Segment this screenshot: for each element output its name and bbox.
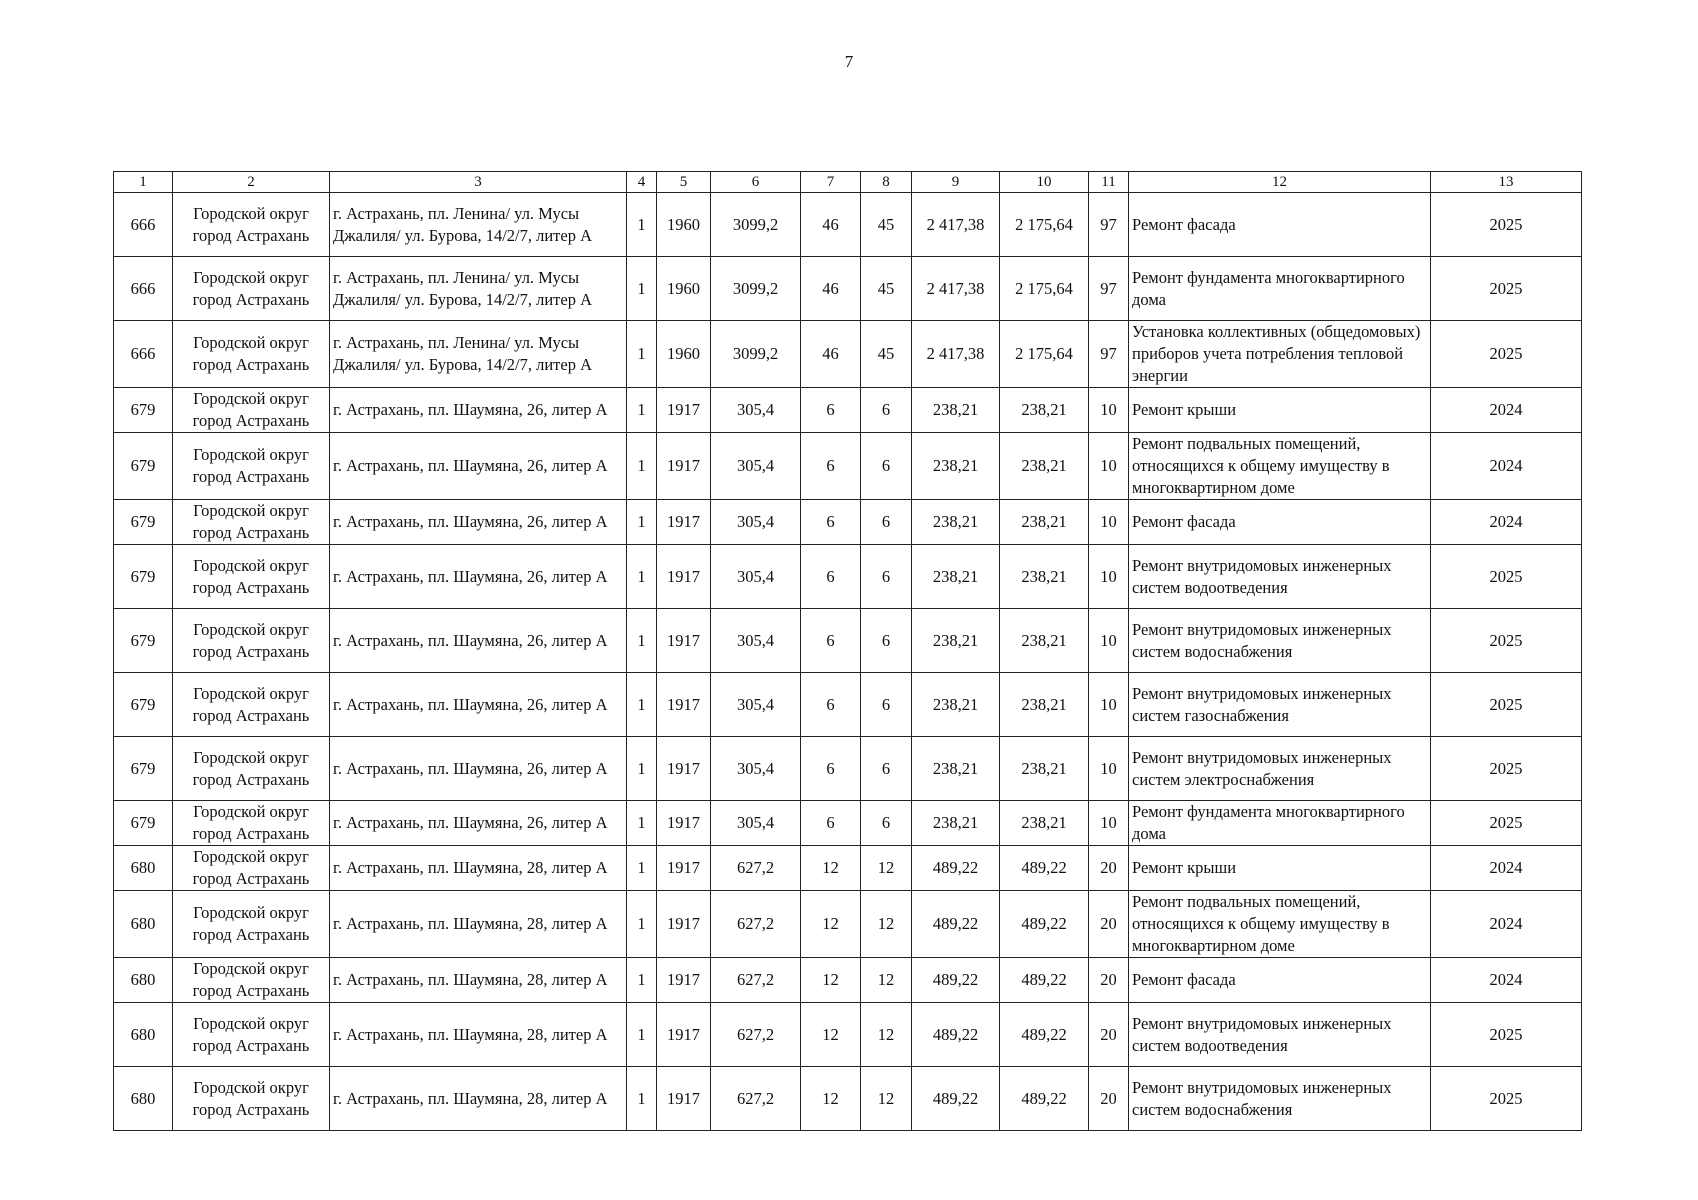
address-cell: г. Астрахань, пл. Шаумяна, 26, литер А [330,673,627,737]
col-9-value-cell: 489,22 [912,891,1000,958]
work-type-cell: Ремонт подвальных помещений, относящихся к общему имуществу в многоквартирном доме [1129,891,1431,958]
row-number-cell: 680 [114,1067,173,1131]
column-header-8: 8 [861,172,912,193]
col-11-value-cell: 20 [1089,958,1129,1003]
col-7-value-cell: 12 [801,1067,861,1131]
table-row [114,193,1582,257]
quantity-cell: 1 [627,801,657,846]
capital-repair-table [113,171,1582,1131]
col-9-value-cell: 238,21 [912,433,1000,500]
col-10-value-cell: 238,21 [1000,388,1089,433]
column-header-1: 1 [114,172,173,193]
col-8-value-cell: 6 [861,673,912,737]
col-8-value-cell: 45 [861,321,912,388]
col-8-value-cell: 6 [861,500,912,545]
table-row [114,1067,1582,1131]
column-header-2: 2 [173,172,330,193]
col-9-value-cell: 2 417,38 [912,193,1000,257]
col-7-value-cell: 46 [801,193,861,257]
address-cell: г. Астрахань, пл. Шаумяна, 28, литер А [330,891,627,958]
col-8-value-cell: 12 [861,1067,912,1131]
col-11-value-cell: 97 [1089,193,1129,257]
work-type-cell: Ремонт подвальных помещений, относящихся к общему имуществу в многоквартирном доме [1129,433,1431,500]
col-9-value-cell: 238,21 [912,388,1000,433]
col-10-value-cell: 238,21 [1000,737,1089,801]
year-built-cell: 1960 [657,321,711,388]
row-number-cell: 679 [114,801,173,846]
col-10-value-cell: 238,21 [1000,801,1089,846]
municipality-cell: Городской округ город Астрахань [173,958,330,1003]
work-type-cell: Ремонт внутридомовых инженерных систем водоснабжения [1129,609,1431,673]
col-7-value-cell: 46 [801,321,861,388]
total-area-cell: 627,2 [711,958,801,1003]
address-cell: г. Астрахань, пл. Шаумяна, 28, литер А [330,958,627,1003]
planned-year-cell: 2025 [1431,737,1582,801]
total-area-cell: 305,4 [711,737,801,801]
row-number-cell: 679 [114,500,173,545]
address-cell: г. Астрахань, пл. Ленина/ ул. Мусы Джалиля/ ул. Бурова, 14/2/7, литер А [330,193,627,257]
municipality-cell: Городской округ город Астрахань [173,801,330,846]
address-cell: г. Астрахань, пл. Шаумяна, 26, литер А [330,737,627,801]
municipality-cell: Городской округ город Астрахань [173,500,330,545]
quantity-cell: 1 [627,846,657,891]
col-9-value-cell: 489,22 [912,1003,1000,1067]
year-built-cell: 1917 [657,801,711,846]
column-header-11: 11 [1089,172,1129,193]
row-number-cell: 679 [114,609,173,673]
planned-year-cell: 2025 [1431,321,1582,388]
municipality-cell: Городской округ город Астрахань [173,257,330,321]
year-built-cell: 1917 [657,388,711,433]
table-row [114,321,1582,388]
column-header-13: 13 [1431,172,1582,193]
col-9-value-cell: 489,22 [912,1067,1000,1131]
row-number-cell: 666 [114,193,173,257]
col-11-value-cell: 10 [1089,433,1129,500]
col-8-value-cell: 12 [861,1003,912,1067]
work-type-cell: Ремонт крыши [1129,846,1431,891]
planned-year-cell: 2024 [1431,846,1582,891]
col-8-value-cell: 6 [861,545,912,609]
row-number-cell: 680 [114,958,173,1003]
col-7-value-cell: 12 [801,891,861,958]
quantity-cell: 1 [627,958,657,1003]
col-11-value-cell: 10 [1089,500,1129,545]
column-header-9: 9 [912,172,1000,193]
work-type-cell: Ремонт фундамента многоквартирного дома [1129,801,1431,846]
col-7-value-cell: 6 [801,500,861,545]
col-9-value-cell: 238,21 [912,737,1000,801]
total-area-cell: 305,4 [711,545,801,609]
planned-year-cell: 2025 [1431,609,1582,673]
total-area-cell: 305,4 [711,388,801,433]
table-row [114,500,1582,545]
column-header-5: 5 [657,172,711,193]
col-10-value-cell: 489,22 [1000,891,1089,958]
year-built-cell: 1917 [657,891,711,958]
column-header-10: 10 [1000,172,1089,193]
work-type-cell: Ремонт внутридомовых инженерных систем газоснабжения [1129,673,1431,737]
col-7-value-cell: 12 [801,958,861,1003]
address-cell: г. Астрахань, пл. Шаумяна, 26, литер А [330,433,627,500]
total-area-cell: 627,2 [711,891,801,958]
col-11-value-cell: 20 [1089,1003,1129,1067]
column-header-4: 4 [627,172,657,193]
page-number: 7 [844,52,854,71]
quantity-cell: 1 [627,545,657,609]
work-type-cell: Ремонт внутридомовых инженерных систем водоотведения [1129,545,1431,609]
municipality-cell: Городской округ город Астрахань [173,609,330,673]
column-number-header [114,172,1582,193]
municipality-cell: Городской округ город Астрахань [173,846,330,891]
row-number-cell: 666 [114,321,173,388]
col-8-value-cell: 6 [861,737,912,801]
col-11-value-cell: 97 [1089,257,1129,321]
column-header-7: 7 [801,172,861,193]
col-7-value-cell: 12 [801,846,861,891]
municipality-cell: Городской округ город Астрахань [173,388,330,433]
year-built-cell: 1917 [657,846,711,891]
table-row [114,891,1582,958]
col-10-value-cell: 2 175,64 [1000,321,1089,388]
year-built-cell: 1917 [657,673,711,737]
col-8-value-cell: 6 [861,801,912,846]
quantity-cell: 1 [627,673,657,737]
quantity-cell: 1 [627,500,657,545]
col-8-value-cell: 12 [861,958,912,1003]
work-type-cell: Ремонт крыши [1129,388,1431,433]
year-built-cell: 1960 [657,193,711,257]
row-number-cell: 679 [114,737,173,801]
municipality-cell: Городской округ город Астрахань [173,193,330,257]
col-11-value-cell: 20 [1089,846,1129,891]
col-7-value-cell: 6 [801,388,861,433]
col-7-value-cell: 6 [801,737,861,801]
address-cell: г. Астрахань, пл. Шаумяна, 26, литер А [330,500,627,545]
table-row [114,846,1582,891]
table-row [114,1003,1582,1067]
col-7-value-cell: 6 [801,433,861,500]
col-8-value-cell: 12 [861,891,912,958]
planned-year-cell: 2025 [1431,193,1582,257]
col-10-value-cell: 238,21 [1000,500,1089,545]
work-type-cell: Ремонт фасада [1129,500,1431,545]
planned-year-cell: 2025 [1431,1067,1582,1131]
municipality-cell: Городской округ город Астрахань [173,433,330,500]
row-number-cell: 680 [114,846,173,891]
col-10-value-cell: 2 175,64 [1000,193,1089,257]
col-11-value-cell: 10 [1089,545,1129,609]
quantity-cell: 1 [627,1067,657,1131]
col-7-value-cell: 46 [801,257,861,321]
col-11-value-cell: 10 [1089,673,1129,737]
municipality-cell: Городской округ город Астрахань [173,891,330,958]
planned-year-cell: 2024 [1431,500,1582,545]
col-10-value-cell: 238,21 [1000,673,1089,737]
quantity-cell: 1 [627,193,657,257]
col-10-value-cell: 238,21 [1000,433,1089,500]
municipality-cell: Городской округ город Астрахань [173,545,330,609]
table-row [114,801,1582,846]
table-row [114,257,1582,321]
col-9-value-cell: 489,22 [912,958,1000,1003]
col-11-value-cell: 10 [1089,609,1129,673]
planned-year-cell: 2025 [1431,673,1582,737]
col-7-value-cell: 6 [801,673,861,737]
year-built-cell: 1917 [657,958,711,1003]
col-10-value-cell: 2 175,64 [1000,257,1089,321]
planned-year-cell: 2024 [1431,388,1582,433]
col-8-value-cell: 45 [861,257,912,321]
col-11-value-cell: 20 [1089,891,1129,958]
col-9-value-cell: 489,22 [912,846,1000,891]
year-built-cell: 1917 [657,1067,711,1131]
quantity-cell: 1 [627,1003,657,1067]
table-row [114,609,1582,673]
address-cell: г. Астрахань, пл. Ленина/ ул. Мусы Джалиля/ ул. Бурова, 14/2/7, литер А [330,257,627,321]
table-body [114,193,1582,1131]
col-7-value-cell: 12 [801,1003,861,1067]
year-built-cell: 1917 [657,737,711,801]
year-built-cell: 1917 [657,609,711,673]
address-cell: г. Астрахань, пл. Шаумяна, 26, литер А [330,388,627,433]
total-area-cell: 3099,2 [711,321,801,388]
quantity-cell: 1 [627,609,657,673]
col-7-value-cell: 6 [801,545,861,609]
municipality-cell: Городской округ город Астрахань [173,1003,330,1067]
planned-year-cell: 2024 [1431,958,1582,1003]
planned-year-cell: 2025 [1431,257,1582,321]
address-cell: г. Астрахань, пл. Шаумяна, 26, литер А [330,545,627,609]
col-9-value-cell: 2 417,38 [912,321,1000,388]
year-built-cell: 1917 [657,545,711,609]
planned-year-cell: 2025 [1431,801,1582,846]
total-area-cell: 3099,2 [711,193,801,257]
col-10-value-cell: 238,21 [1000,609,1089,673]
total-area-cell: 305,4 [711,500,801,545]
table-row [114,958,1582,1003]
total-area-cell: 627,2 [711,1003,801,1067]
row-number-cell: 679 [114,545,173,609]
municipality-cell: Городской округ город Астрахань [173,737,330,801]
municipality-cell: Городской округ город Астрахань [173,1067,330,1131]
col-7-value-cell: 6 [801,609,861,673]
municipality-cell: Городской округ город Астрахань [173,673,330,737]
row-number-cell: 679 [114,673,173,737]
col-10-value-cell: 238,21 [1000,545,1089,609]
planned-year-cell: 2024 [1431,891,1582,958]
work-type-cell: Ремонт фасада [1129,958,1431,1003]
year-built-cell: 1917 [657,1003,711,1067]
col-10-value-cell: 489,22 [1000,1067,1089,1131]
table-row [114,388,1582,433]
col-11-value-cell: 97 [1089,321,1129,388]
total-area-cell: 305,4 [711,801,801,846]
total-area-cell: 627,2 [711,1067,801,1131]
row-number-cell: 666 [114,257,173,321]
work-type-cell: Ремонт внутридомовых инженерных систем водоснабжения [1129,1067,1431,1131]
col-11-value-cell: 10 [1089,801,1129,846]
work-type-cell: Ремонт фасада [1129,193,1431,257]
address-cell: г. Астрахань, пл. Шаумяна, 28, литер А [330,846,627,891]
year-built-cell: 1960 [657,257,711,321]
planned-year-cell: 2025 [1431,545,1582,609]
table-row [114,433,1582,500]
col-10-value-cell: 489,22 [1000,846,1089,891]
row-number-cell: 679 [114,433,173,500]
col-9-value-cell: 238,21 [912,673,1000,737]
address-cell: г. Астрахань, пл. Шаумяна, 28, литер А [330,1003,627,1067]
total-area-cell: 305,4 [711,609,801,673]
col-8-value-cell: 6 [861,609,912,673]
year-built-cell: 1917 [657,500,711,545]
quantity-cell: 1 [627,737,657,801]
total-area-cell: 305,4 [711,433,801,500]
col-8-value-cell: 6 [861,388,912,433]
quantity-cell: 1 [627,321,657,388]
col-9-value-cell: 2 417,38 [912,257,1000,321]
year-built-cell: 1917 [657,433,711,500]
work-type-cell: Установка коллективных (общедомовых) приборов учета потребления тепловой энергии [1129,321,1431,388]
address-cell: г. Астрахань, пл. Шаумяна, 26, литер А [330,801,627,846]
work-type-cell: Ремонт внутридомовых инженерных систем водоотведения [1129,1003,1431,1067]
quantity-cell: 1 [627,388,657,433]
row-number-cell: 679 [114,388,173,433]
col-10-value-cell: 489,22 [1000,1003,1089,1067]
total-area-cell: 305,4 [711,673,801,737]
col-8-value-cell: 12 [861,846,912,891]
column-header-3: 3 [330,172,627,193]
col-11-value-cell: 20 [1089,1067,1129,1131]
table-row [114,673,1582,737]
total-area-cell: 627,2 [711,846,801,891]
col-8-value-cell: 6 [861,433,912,500]
col-9-value-cell: 238,21 [912,500,1000,545]
planned-year-cell: 2024 [1431,433,1582,500]
total-area-cell: 3099,2 [711,257,801,321]
col-9-value-cell: 238,21 [912,801,1000,846]
address-cell: г. Астрахань, пл. Ленина/ ул. Мусы Джалиля/ ул. Бурова, 14/2/7, литер А [330,321,627,388]
col-11-value-cell: 10 [1089,737,1129,801]
column-header-6: 6 [711,172,801,193]
table-row [114,545,1582,609]
planned-year-cell: 2025 [1431,1003,1582,1067]
row-number-cell: 680 [114,1003,173,1067]
col-9-value-cell: 238,21 [912,545,1000,609]
municipality-cell: Городской округ город Астрахань [173,321,330,388]
quantity-cell: 1 [627,891,657,958]
col-11-value-cell: 10 [1089,388,1129,433]
quantity-cell: 1 [627,257,657,321]
col-7-value-cell: 6 [801,801,861,846]
col-10-value-cell: 489,22 [1000,958,1089,1003]
col-9-value-cell: 238,21 [912,609,1000,673]
table-row [114,737,1582,801]
col-8-value-cell: 45 [861,193,912,257]
work-type-cell: Ремонт фундамента многоквартирного дома [1129,257,1431,321]
work-type-cell: Ремонт внутридомовых инженерных систем электроснабжения [1129,737,1431,801]
quantity-cell: 1 [627,433,657,500]
address-cell: г. Астрахань, пл. Шаумяна, 28, литер А [330,1067,627,1131]
column-header-12: 12 [1129,172,1431,193]
row-number-cell: 680 [114,891,173,958]
address-cell: г. Астрахань, пл. Шаумяна, 26, литер А [330,609,627,673]
